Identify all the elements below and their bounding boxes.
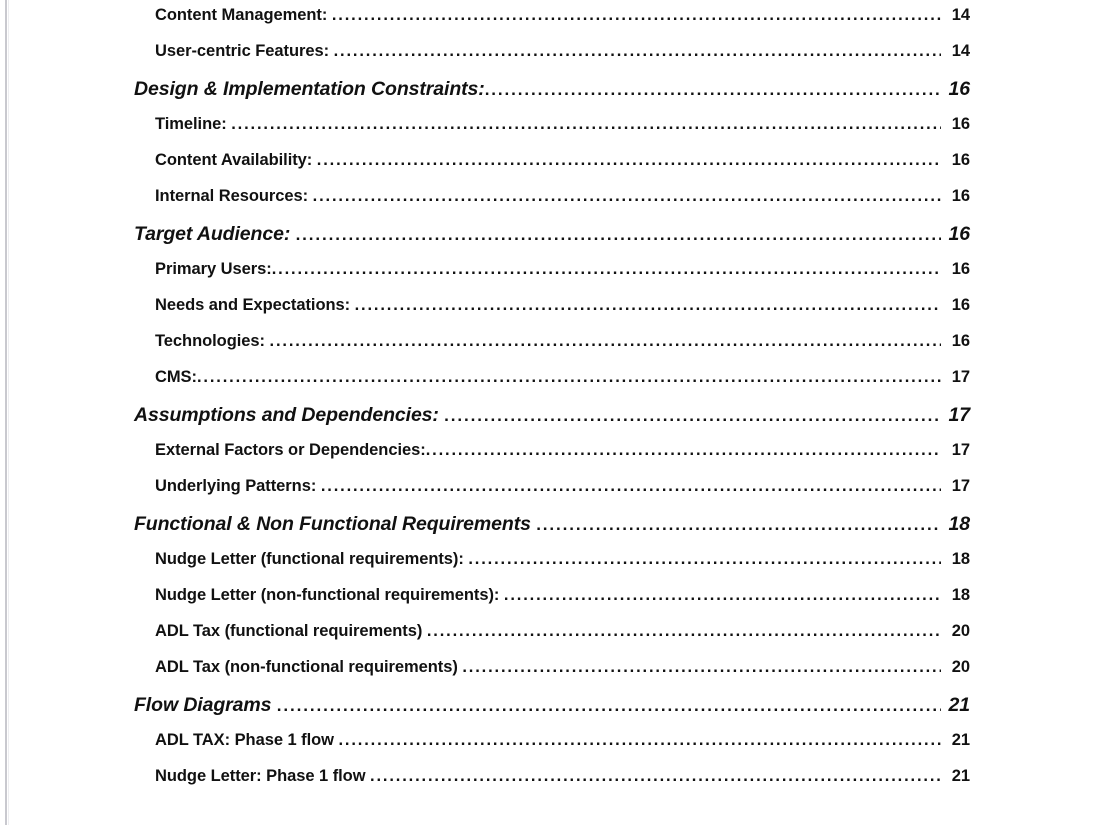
toc-entry-title: User-centric Features: [155,42,330,60]
toc-dot-leader [485,80,941,100]
toc-entry[interactable] [134,658,970,694]
toc-entry-title: Flow Diagrams [134,694,272,716]
toc-entry-page-number: 16 [951,187,970,205]
toc-entry-title: Target Audience: [134,223,291,245]
toc-dot-leader [332,6,941,23]
toc-dot-leader [355,296,941,313]
toc-entry[interactable] [134,731,970,767]
toc-dot-leader [197,368,941,385]
toc-entry-page-number: 18 [951,550,970,568]
toc-dot-leader [536,515,941,535]
toc-entry-page-number: 14 [951,6,970,24]
toc-entry-title: Content Availability: [155,151,313,169]
toc-entry-page-number: 17 [951,477,970,495]
toc-entry-title: Design & Implementation Constraints: [134,78,485,100]
toc-entry-page-number: 16 [951,260,970,278]
toc-entry-title: Nudge Letter (functional requirements): [155,550,464,568]
toc-dot-leader [462,658,941,675]
toc-dot-leader [231,115,941,132]
toc-entry[interactable] [134,586,970,622]
toc-entry-page-number: 16 [948,223,970,245]
toc-entry[interactable] [134,477,970,513]
toc-entry-title: Needs and Expectations: [155,296,351,314]
toc-entry-title: ADL Tax (non-functional requirements) [155,658,458,676]
toc-dot-leader [339,731,942,748]
toc-entry[interactable] [134,115,970,151]
toc-entry-title: CMS: [155,368,197,386]
toc-entry-title: Assumptions and Dependencies: [134,404,439,426]
toc-entry[interactable] [134,767,970,803]
toc-entry[interactable] [134,78,970,115]
toc-entry-page-number: 18 [951,586,970,604]
toc-dot-leader [277,696,941,716]
toc-dot-leader [504,586,941,603]
toc-entry[interactable] [134,332,970,368]
toc-entry-page-number: 16 [948,78,970,100]
toc-entry[interactable] [134,550,970,586]
toc-entry[interactable] [134,441,970,477]
toc-entry-page-number: 14 [951,42,970,60]
toc-entry[interactable] [134,368,970,404]
toc-entry-page-number: 16 [951,296,970,314]
toc-dot-leader [426,441,941,458]
toc-entry[interactable] [134,513,970,550]
toc-entry[interactable] [134,404,970,441]
toc-entry-title: Underlying Patterns: [155,477,317,495]
toc-entry[interactable] [134,694,970,731]
toc-dot-leader [270,332,941,349]
toc-dot-leader [427,622,941,639]
toc-entry-title: Nudge Letter: Phase 1 flow [155,767,366,785]
toc-entry-page-number: 20 [951,622,970,640]
toc-entry-title: External Factors or Dependencies: [155,441,426,459]
toc-entry-title: Primary Users: [155,260,272,278]
toc-entry-page-number: 16 [951,151,970,169]
toc-entry[interactable] [134,42,970,78]
toc-entry-title: Functional & Non Functional Requirements [134,513,531,535]
toc-entry-title: ADL Tax (functional requirements) [155,622,423,640]
toc-entry-title: Technologies: [155,332,265,350]
toc-dot-leader [321,477,941,494]
toc-entry-title: Content Management: [155,6,328,24]
toc-entry-title: Internal Resources: [155,187,309,205]
toc-entry[interactable] [134,296,970,332]
toc-entry-title: ADL TAX: Phase 1 flow [155,731,334,749]
toc-entry-title: Timeline: [155,115,227,133]
toc-dot-leader [317,151,941,168]
toc-entry-page-number: 21 [951,731,970,749]
toc-dot-leader [334,42,941,59]
toc-entry[interactable] [134,260,970,296]
toc-entry-page-number: 21 [951,767,970,785]
toc-entry[interactable] [134,223,970,260]
toc-dot-leader [272,260,941,277]
toc-entry-title: Nudge Letter (non-functional requirements): [155,586,500,604]
toc-dot-leader [444,406,941,426]
toc-entry[interactable] [134,187,970,223]
toc-entry-page-number: 16 [951,332,970,350]
toc-entry-page-number: 18 [948,513,970,535]
toc-entry[interactable] [134,622,970,658]
toc-entry-page-number: 17 [951,368,970,386]
toc-entry-page-number: 21 [948,694,970,716]
toc-entry-page-number: 20 [951,658,970,676]
toc-entry[interactable] [134,6,970,42]
toc-entry[interactable] [134,151,970,187]
toc-dot-leader [370,767,941,784]
toc-dot-leader [313,187,941,204]
toc-dot-leader [296,225,941,245]
toc-entry-page-number: 17 [951,441,970,459]
toc-entry-page-number: 16 [951,115,970,133]
toc-dot-leader [468,550,941,567]
toc-entry-page-number: 17 [948,404,970,426]
